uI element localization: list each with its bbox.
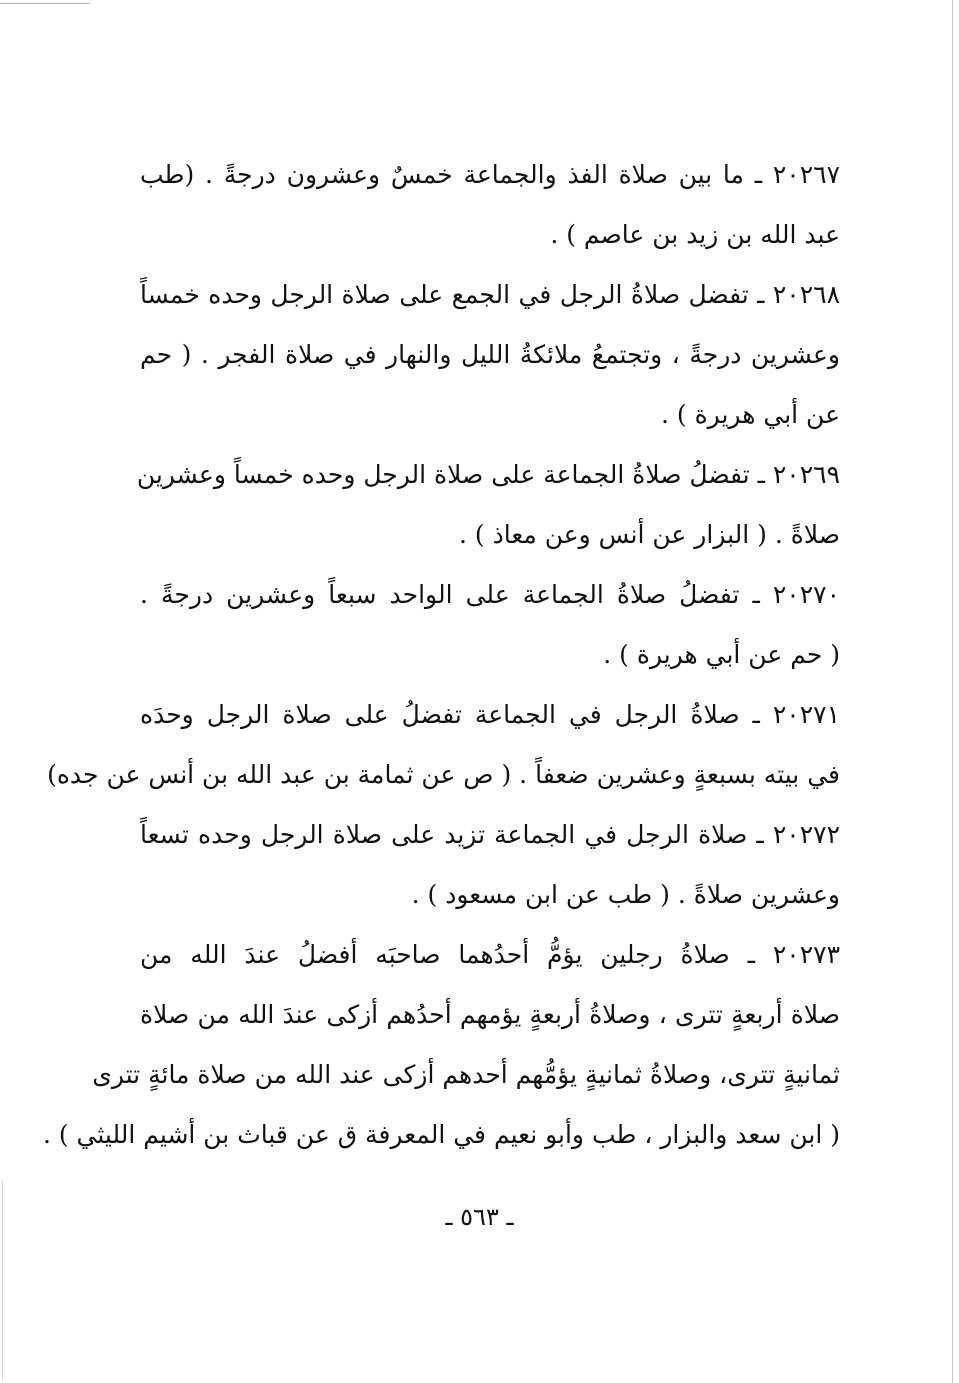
scan-edge-right	[952, 0, 953, 1383]
text-line: ( حم عن أبي هريرة ) .	[603, 640, 840, 669]
text-line: صلاةً . ( البزار عن أنس وعن معاذ ) .	[458, 520, 840, 549]
text-line: ٢٠٢٦٨ ـ تفضل صلاةُ الرجل في الجمع على صلاة الرجل وحده خمساً	[140, 280, 840, 309]
text-line: صلاة أربعةٍ تترى ، وصلاةُ أربعةٍ يؤمهم أحدُهم أزكى عندَ الله من صلاة	[140, 1000, 840, 1029]
text-line: ٢٠٢٧٢ ـ صلاة الرجل في الجماعة تزيد على صلاة الرجل وحده تسعاً	[140, 820, 840, 849]
text-line: في بيته بسبعةٍ وعشرين ضعفاً . ( ص عن ثمامة بن عبد الله بن أنس عن جده)	[47, 760, 840, 789]
hadith-entry-20272	[140, 805, 840, 925]
text-line: وعشرين صلاةً . ( طب عن ابن مسعود ) .	[411, 880, 840, 909]
text-line: وعشرين درجةً ، وتجتمعُ ملائكةُ الليل والنهار في صلاة الفجر . ( حم	[140, 340, 840, 369]
hadith-entry-20273	[42, 925, 840, 1165]
text-line: عبد الله بن زيد بن عاصم ) .	[550, 220, 840, 249]
hadith-entry-20268	[140, 265, 840, 445]
text-line: ٢٠٢٦٩ ـ تفضلُ صلاةُ الجماعة على صلاة الرجل وحده خمساً وعشرين	[136, 460, 840, 489]
text-line: ( ابن سعد والبزار ، طب وأبو نعيم في المعرفة ق عن قباث بن أشيم الليثي ) .	[42, 1120, 840, 1149]
hadith-entry-20270	[140, 565, 840, 685]
text-line: ٢٠٢٦٧ ـ ما بين صلاة الفذ والجماعة خمسٌ وعشرون درجةً . (طب	[140, 160, 840, 189]
text-line: ٢٠٢٧١ ـ صلاةُ الرجل في الجماعة تفضلُ على صلاة الرجل وحدَه	[140, 700, 840, 729]
hadith-entry-20267	[140, 145, 840, 265]
hadith-text-block	[42, 145, 840, 1165]
text-line: عن أبي هريرة ) .	[660, 400, 840, 429]
hadith-entry-20271	[47, 685, 840, 805]
scan-edge-top	[0, 3, 90, 4]
text-line: ثمانيةٍ تترى، وصلاةُ ثمانيةٍ يؤمُّهم أحدهم أزكى عند الله من صلاة مائةٍ تترى	[92, 1060, 840, 1089]
text-line: ٢٠٢٧٠ ـ تفضلُ صلاةُ الجماعة على الواحد سبعاً وعشرين درجةً .	[140, 580, 840, 609]
page-number: ـ ٥٦٣ ـ	[445, 1203, 514, 1231]
hadith-entry-20269	[136, 445, 840, 565]
text-line: ٢٠٢٧٣ ـ صلاةُ رجلين يؤمُّ أحدُهما صاحبَه أفضلُ عندَ الله من	[140, 940, 840, 969]
